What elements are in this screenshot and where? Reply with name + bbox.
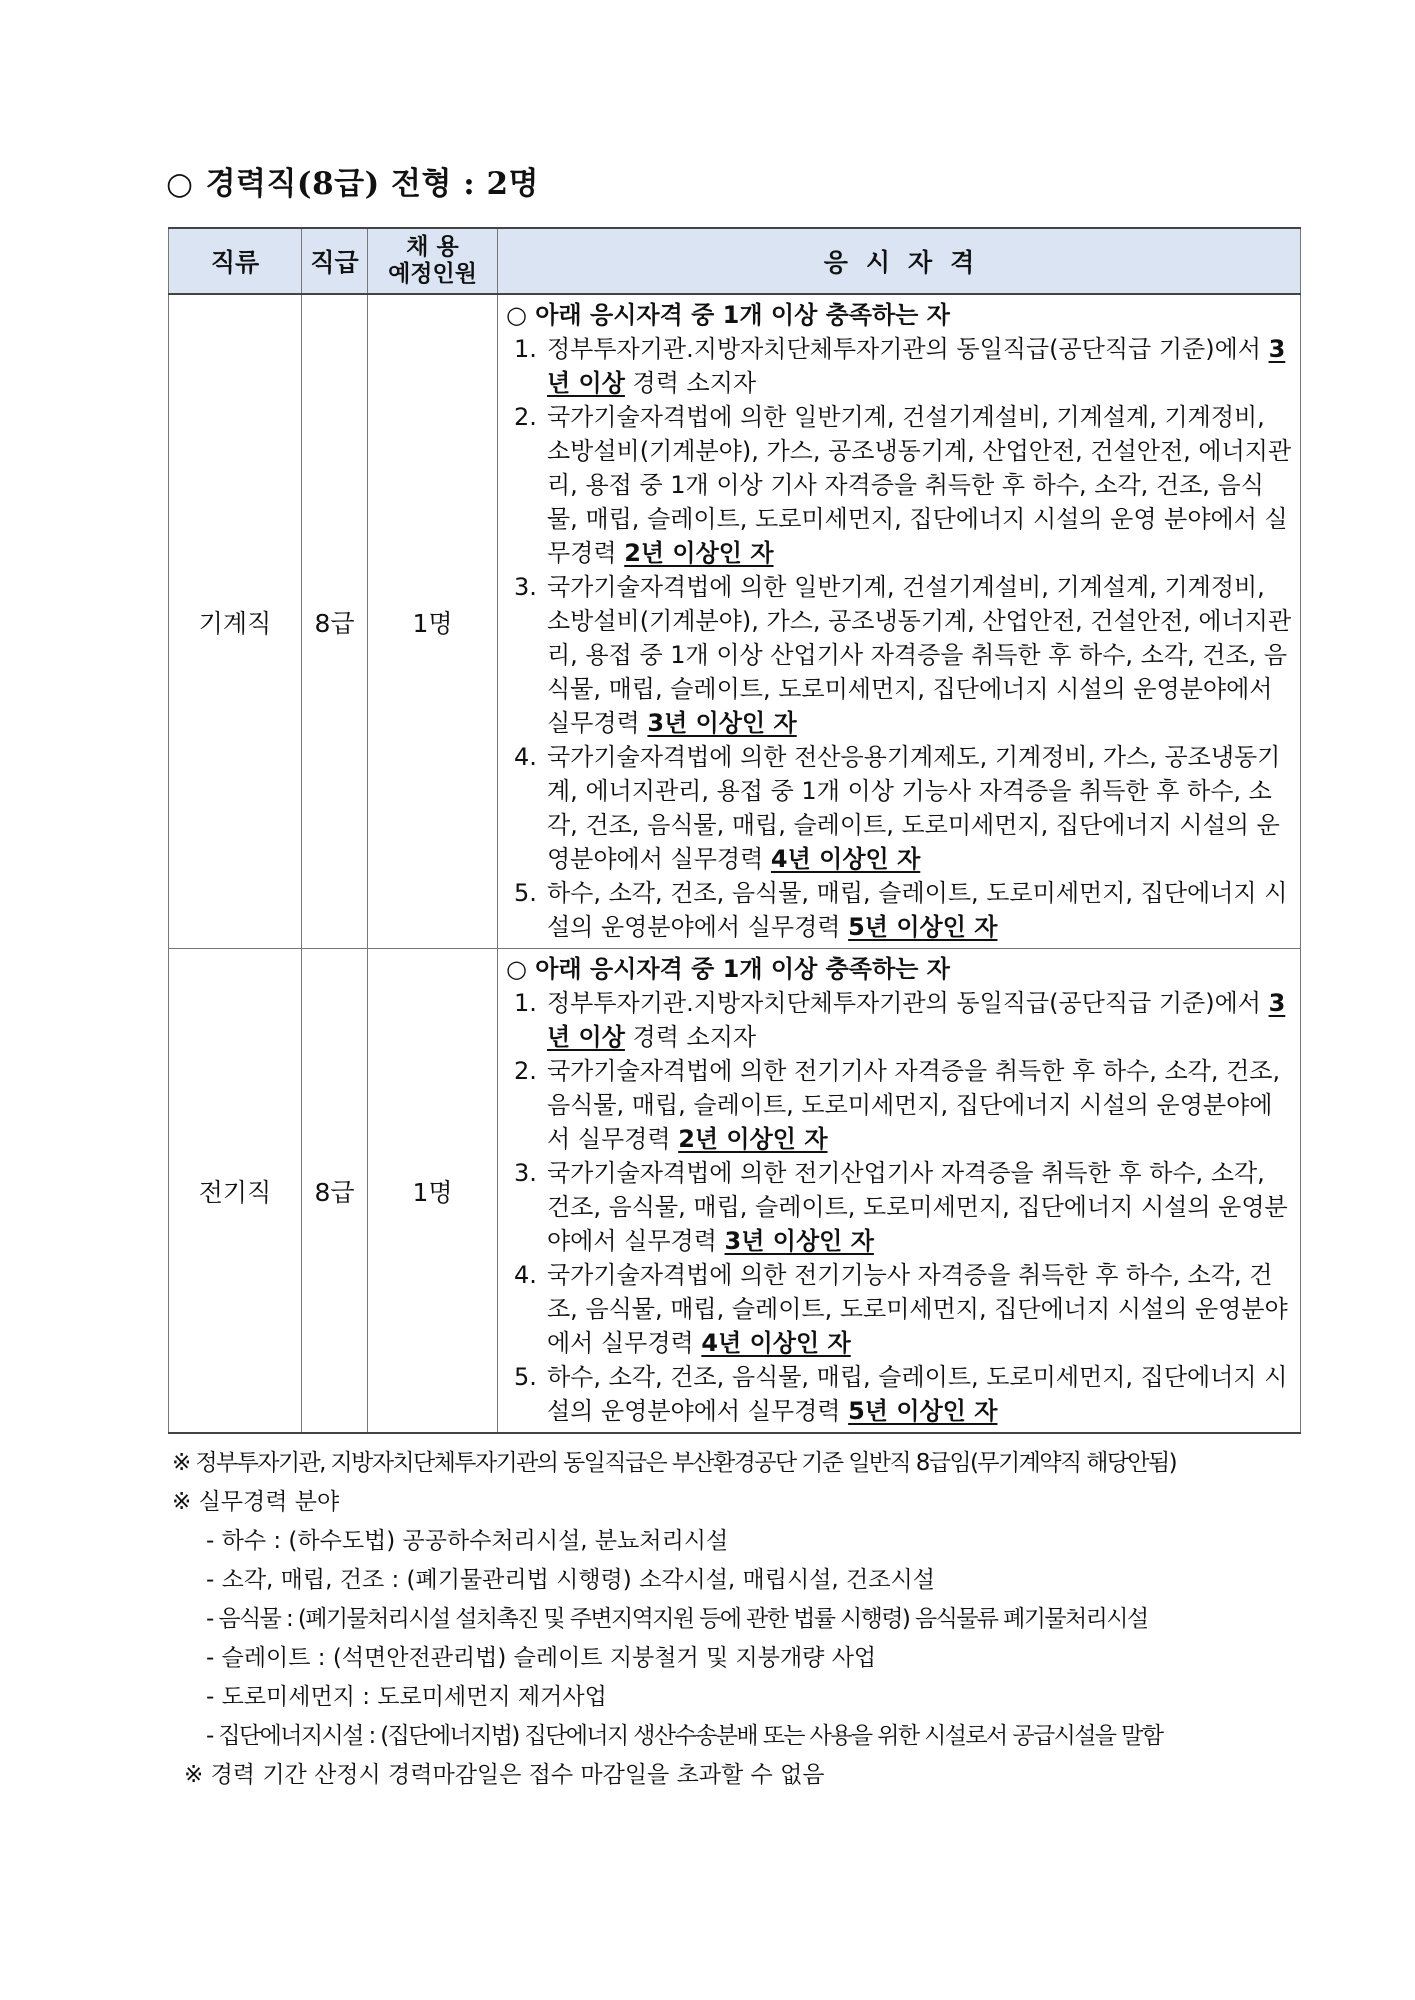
circle-marker: ○ [166,166,194,202]
cell-job: 기계직 [169,294,302,949]
note-equivalent-grade: ※ 정부투자기관, 지방자치단체투자기관의 동일직급은 부산환경공단 기준 일반직 8급임(무기계약직 해당안됨) [172,1450,1177,1476]
item-highlight: 4년 이상인 자 [770,845,921,873]
cell-grade: 8급 [302,949,368,1434]
item-text: 정부투자기관.지방자치단체투자기관의 동일직급(공단직급 기준)에서 [547,989,1269,1017]
header-grade: 직급 [302,228,368,294]
item-highlight: 5년 이상인 자 [848,1397,998,1425]
item-text: 국가기술자격법에 의한 일반기계, 건설기계설비, 기계설계, 기계정비, 소방설비(기계분야), 가스, 공조냉동기계, 산업안전, 건설안전, 에너지관리, 용접 중 1개 이상 기사 자격증을 취득한 후 하수, 소각, 건조, 음식물, 매립, 슬레이트, 도로미세먼지, 집단에너지 시설의 운영 분야에서 실무경력 [547,403,1292,567]
note-field-heading: ※ 실무경력 분야 [172,1489,340,1515]
item-text-after: 경력 소지자 [624,369,757,397]
item-highlight: 2년 이상인 자 [624,539,774,567]
item-number: 1. [514,989,537,1017]
field-item: - 도로미세먼지 : 도로미세먼지 제거사업 [206,1684,607,1710]
item-number: 4. [514,743,537,771]
qualification-item [506,1156,1294,1258]
item-highlight: 5년 이상인 자 [848,913,998,941]
qualification-table [168,227,1301,1434]
item-number: 1. [514,335,537,363]
cell-job: 전기직 [169,949,302,1434]
qualification-item [506,1054,1294,1156]
item-highlight: 4년 이상인 자 [701,1329,851,1357]
qualification-item [506,570,1294,740]
table-row-electrical [169,949,1301,1434]
qualification-item [506,1360,1294,1428]
qualification-item [506,740,1294,876]
qualification-heading: ○ 아래 응시자격 중 1개 이상 충족하는 자 [506,955,950,983]
header-job: 직류 [169,228,302,294]
item-highlight: 3년 이상인 자 [724,1227,874,1255]
item-highlight: 3년 이상 [547,989,1286,1051]
cell-grade: 8급 [302,294,368,949]
cell-qualification [498,949,1301,1434]
qualification-item [506,876,1294,944]
note-deadline: ※ 경력 기간 산정시 경력마감일은 접수 마감일을 초과할 수 없음 [184,1762,825,1788]
qualification-item [506,332,1294,400]
table-header-row [169,228,1301,294]
section-title-text: 경력직(8급) 전형 : 2명 [205,166,539,202]
item-text: 국가기술자격법에 의한 전기산업기사 자격증을 취득한 후 하수, 소각, 건조, 음식물, 매립, 슬레이트, 도로미세먼지, 집단에너지 시설의 운영분야에서 실무경력 [547,1159,1288,1255]
item-text: 국가기술자격법에 의한 일반기계, 건설기계설비, 기계설계, 기계정비, 소방설비(기계분야), 가스, 공조냉동기계, 산업안전, 건설안전, 에너지관리, 용접 중 1개 이상 산업기사 자격증을 취득한 후 하수, 소각, 건조, 음식물, 매립, 슬레이트, 도로미세먼지, 집단에너지 시설의 운영분야에서 실무경력 [547,573,1292,737]
item-text: 국가기술자격법에 의한 전기기능사 자격증을 취득한 후 하수, 소각, 건조, 음식물, 매립, 슬레이트, 도로미세먼지, 집단에너지 시설의 운영분야에서 실무경력 [547,1261,1288,1357]
item-number: 5. [514,1363,537,1391]
item-highlight: 3년 이상 [547,335,1286,397]
item-number: 3. [514,573,537,601]
item-number: 3. [514,1159,537,1187]
cell-qualification [498,294,1301,949]
item-text: 하수, 소각, 건조, 음식물, 매립, 슬레이트, 도로미세먼지, 집단에너지 시설의 운영분야에서 실무경력 [547,1363,1288,1425]
field-item: - 슬레이트 : (석면안전관리법) 슬레이트 지붕철거 및 지붕개량 사업 [206,1645,877,1671]
header-count-line1: 채 용 [406,234,459,260]
header-count [368,228,498,294]
cell-count: 1명 [368,949,498,1434]
section-title [166,158,539,203]
field-item: - 소각, 매립, 건조 : (폐기물관리법 시행령) 소각시설, 매립시설, 건조시설 [206,1567,935,1593]
field-item: - 집단에너지시설 : (집단에너지법) 집단에너지 생산수송분배 또는 사용을 위한 시설로서 공급시설을 말함 [206,1723,1163,1749]
item-number: 2. [514,403,537,431]
notes-section [172,1444,1312,1795]
field-item: - 음식물 : (폐기물처리시설 설치촉진 및 주변지역지원 등에 관한 법률 시행령) 음식물류 폐기물처리시설 [206,1606,1148,1632]
header-qualification: 응시자격 [498,228,1301,294]
item-text: 하수, 소각, 건조, 음식물, 매립, 슬레이트, 도로미세먼지, 집단에너지 시설의 운영분야에서 실무경력 [547,879,1288,941]
item-number: 4. [514,1261,537,1289]
item-highlight: 2년 이상인 자 [678,1125,828,1153]
item-highlight: 3년 이상인 자 [647,709,797,737]
qualification-item [506,1258,1294,1360]
header-count-line2: 예정인원 [388,261,477,287]
item-text: 국가기술자격법에 의한 전기기사 자격증을 취득한 후 하수, 소각, 건조, 음식물, 매립, 슬레이트, 도로미세먼지, 집단에너지 시설의 운영분야에서 실무경력 [547,1057,1281,1153]
item-number: 2. [514,1057,537,1085]
item-text-after: 경력 소지자 [624,1023,757,1051]
cell-count: 1명 [368,294,498,949]
field-item: - 하수 : (하수도법) 공공하수처리시설, 분뇨처리시설 [206,1528,729,1554]
qualification-item [506,986,1294,1054]
table-row-mechanical [169,294,1301,949]
qualification-item [506,400,1294,570]
item-text: 국가기술자격법에 의한 전산응용기계제도, 기계정비, 가스, 공조냉동기계, 에너지관리, 용접 중 1개 이상 기능사 자격증을 취득한 후 하수, 소각, 건조, 음식물, 매립, 슬레이트, 도로미세먼지, 집단에너지 시설의 운영분야에서 실무경력 [547,743,1281,873]
item-text: 정부투자기관.지방자치단체투자기관의 동일직급(공단직급 기준)에서 [547,335,1269,363]
item-number: 5. [514,879,537,907]
qualification-heading: ○ 아래 응시자격 중 1개 이상 충족하는 자 [506,301,950,329]
